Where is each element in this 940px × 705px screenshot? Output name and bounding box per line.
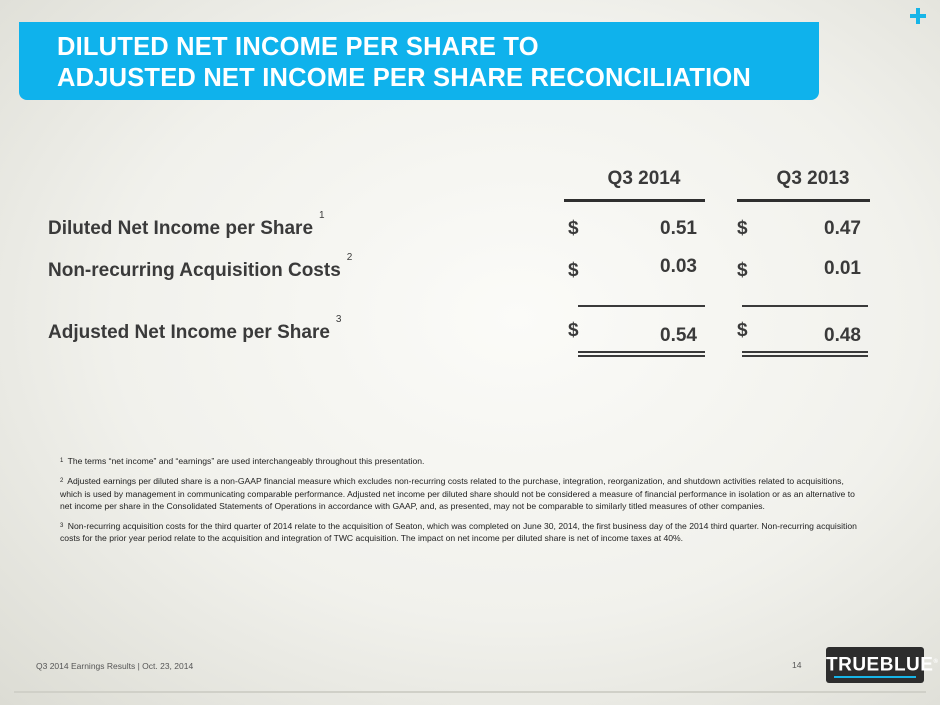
total-double-rule (578, 355, 705, 357)
row-label-diluted-net-income (48, 210, 325, 240)
footnote-ref: 2 (346, 252, 353, 263)
trueblue-logo (826, 647, 939, 683)
footer-caption: Q3 2014 Earnings Results | Oct. 23, 2014 (36, 661, 194, 671)
currency-symbol: $ (737, 218, 748, 239)
column-header-q3-2013: Q3 2013 (776, 168, 850, 189)
footnote-2 (60, 475, 860, 512)
footnote-ref: 1 (319, 210, 325, 221)
footnote-3 (60, 520, 860, 545)
corner-plus-icon (910, 8, 926, 24)
footnote-text: Non-recurring acquisition costs for the third quarter of 2014 relate to the acquisition of Seaton, which was completed on June 30, 2014, the first business day of the 2014 third quarter. Non-recurring acquisition costs for the prior year period relate to the acquisition and integration of TWC acquisition. The impact on net income per diluted share is net of income taxes at 40%. (60, 521, 857, 544)
column-header-underline (737, 199, 870, 202)
row-label-text: Non-recurring Acquisition Costs (48, 260, 341, 281)
value-q3-2013: 0.47 (824, 218, 861, 239)
subtotal-rule (578, 305, 705, 307)
currency-symbol: $ (568, 218, 579, 239)
total-double-rule (578, 351, 705, 353)
total-double-rule (742, 355, 868, 357)
logo-accent-bar (834, 676, 916, 678)
value-q3-2013: 0.01 (824, 258, 861, 279)
footnote-number: 3 (60, 523, 64, 530)
value-q3-2014: 0.03 (660, 256, 697, 277)
row-label-text: Diluted Net Income per Share (48, 218, 314, 239)
logo-text: TRUEBLUE® (826, 654, 939, 676)
title-line-1: DILUTED NET INCOME PER SHARE TO (57, 33, 539, 61)
column-header-underline (564, 199, 705, 202)
footnote-text: The terms “net income” and “earnings” are used interchangeably throughout this presentation. (67, 456, 425, 466)
footnote-text: Adjusted earnings per diluted share is a non-GAAP financial measure which excludes non-recurring costs related to the purchase, integration, reorganization, and shutdown activities related to acquisitions, which is used by management in communicating comparable performance. Adjusted net income per diluted share should not be considered a measure of financial performance in isolation or as an alternative to net income per share in the Consolidated Statements of Operations in accordance with GAAP, and, as presented, may not be comparable to similarly titled measures of other companies. (60, 476, 855, 511)
footnotes (60, 455, 860, 553)
column-header-q3-2014: Q3 2014 (607, 168, 681, 189)
title-banner (19, 22, 819, 100)
currency-symbol: $ (737, 320, 748, 341)
currency-symbol: $ (568, 260, 579, 281)
total-double-rule (742, 351, 868, 353)
value-q3-2014: 0.51 (660, 218, 697, 239)
value-q3-2014: 0.54 (660, 325, 697, 346)
footnote-ref: 3 (335, 314, 342, 325)
value-q3-2013: 0.48 (824, 325, 861, 346)
bottom-band (14, 691, 926, 693)
row-label-adjusted-net-income (48, 314, 342, 344)
footnote-1 (60, 455, 860, 467)
row-label-text: Adjusted Net Income per Share (48, 322, 330, 343)
currency-symbol: $ (568, 320, 579, 341)
subtotal-rule (742, 305, 868, 307)
page-number: 14 (792, 660, 802, 670)
row-label-acquisition-costs (48, 252, 353, 282)
currency-symbol: $ (737, 260, 748, 281)
title-line-2: ADJUSTED NET INCOME PER SHARE RECONCILIATION (57, 64, 752, 92)
footnote-number: 1 (60, 458, 64, 464)
footnote-number: 2 (60, 478, 64, 485)
